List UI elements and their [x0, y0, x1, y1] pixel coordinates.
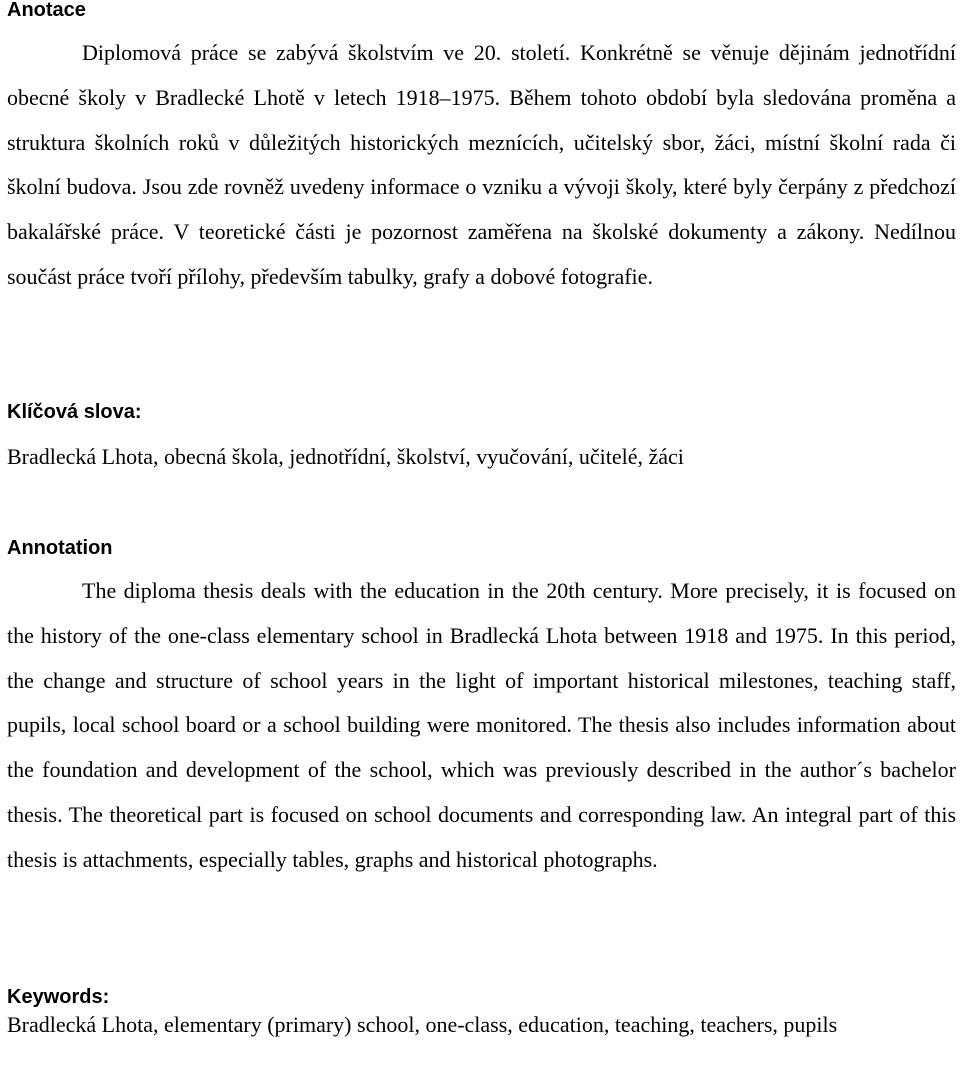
anotace-heading: Anotace	[7, 0, 86, 21]
annotation-paragraph: The diploma thesis deals with the education in the 20th century. More precisely, it is focused on the history of the one-class elementary school in Bradlecká Lhota between 1918 and 1975. In this period, the change and structure of school years in the light of important historical milestones, teaching staff, pupils, local school board or a school building were monitored. The thesis also includes information about the foundation and development of the school, which was previously described in the author´s bachelor thesis. The theoretical part is focused on school documents and corresponding law. An integral part of this thesis is attachments, especially tables, graphs and historical photographs.	[7, 578, 956, 872]
klicova-slova-heading: Klíčová slova:	[7, 401, 142, 423]
klicova-slova-text: Bradlecká Lhota, obecná škola, jednotřídní, školství, vyučování, učitelé, žáci	[7, 444, 684, 469]
annotation-heading: Annotation	[7, 537, 113, 559]
keywords-heading: Keywords:	[7, 986, 110, 1008]
anotace-paragraph: Diplomová práce se zabývá školstvím ve 20. století. Konkrétně se věnuje dějinám jednotřídní obecné školy v Bradlecké Lhotě v letech 1918–1975. Během tohoto období byla sledována proměna a struktura školních roků v důležitých historických meznících, učitelský sbor, žáci, místní školní rada či školní budova. Jsou zde rovněž uvedeny informace o vzniku a vývoji školy, které byly čerpány z předchozí bakalářské práce. V teoretické části je pozornost zaměřena na školské dokumenty a zákony. Nedílnou součást práce tvoří přílohy, především tabulky, grafy a dobové fotografie.	[7, 40, 956, 289]
keywords-text: Bradlecká Lhota, elementary (primary) school, one-class, education, teaching, teachers, pupils	[7, 1012, 838, 1037]
